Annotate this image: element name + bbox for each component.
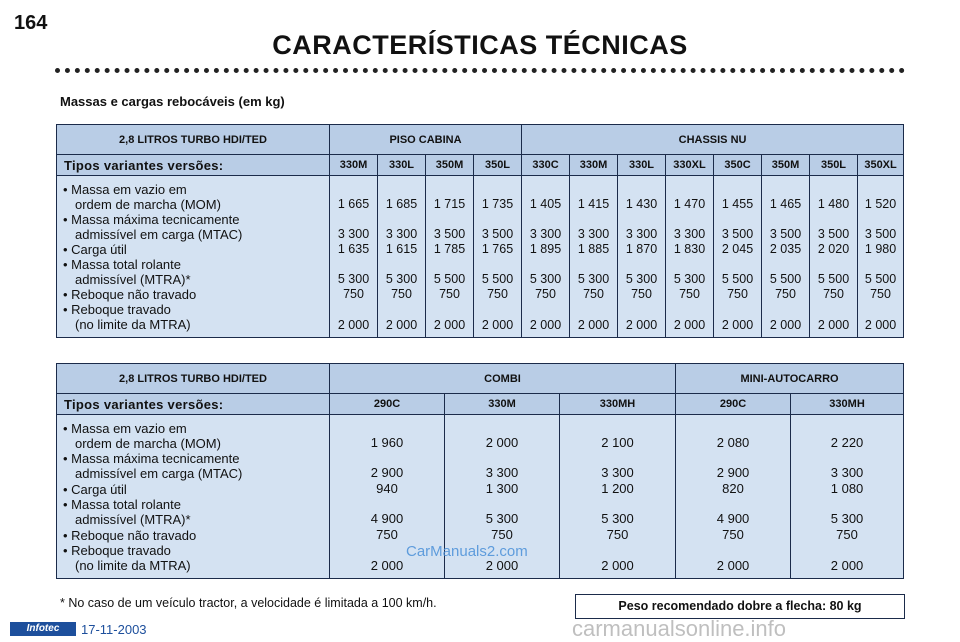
table-row — [57, 415, 904, 452]
variant-header: 330M — [445, 394, 560, 415]
variant-header: 330L — [378, 155, 426, 176]
row-label-line: • Carga útil — [63, 242, 127, 257]
row-label — [57, 497, 330, 527]
value-cell: 820 — [676, 481, 791, 497]
watermark-carmanuals2: CarManuals2.com — [406, 543, 528, 560]
value-cell: 5 300 — [560, 497, 676, 527]
value-cell: 5 300 — [570, 257, 618, 287]
value-cell: 3 300 — [378, 212, 426, 242]
value-cell: 1 685 — [378, 176, 426, 213]
value-cell: 3 300 — [570, 212, 618, 242]
value-cell: 1 735 — [474, 176, 522, 213]
print-date: 17-11-2003 — [81, 622, 147, 637]
row-label — [57, 415, 330, 452]
value-cell: 1 615 — [378, 242, 426, 257]
value-cell: 1 520 — [858, 176, 904, 213]
table-row — [57, 451, 904, 481]
value-cell: 1 870 — [618, 242, 666, 257]
group-header-row — [57, 364, 904, 394]
value-cell: 750 — [474, 287, 522, 302]
value-cell: 750 — [666, 287, 714, 302]
group-header: COMBI — [330, 364, 676, 394]
value-cell: 5 300 — [618, 257, 666, 287]
table-row — [57, 212, 904, 242]
row-label — [57, 257, 330, 287]
value-cell: 3 300 — [560, 451, 676, 481]
value-cell: 5 500 — [858, 257, 904, 287]
value-cell: 3 500 — [474, 212, 522, 242]
model-header: 2,8 LITROS TURBO HDI/TED — [57, 364, 330, 394]
value-cell: 750 — [714, 287, 762, 302]
value-cell: 5 500 — [426, 257, 474, 287]
variant-header: 330MH — [791, 394, 904, 415]
row-label-line: admissível em carga (MTAC) — [75, 466, 243, 481]
section-title: Massas e cargas rebocáveis (em kg) — [60, 94, 285, 109]
row-label-line: • Massa total rolante — [63, 497, 181, 512]
value-cell: 2 080 — [676, 415, 791, 452]
row-label-line: admissível em carga (MTAC) — [75, 227, 243, 242]
value-cell: 750 — [560, 527, 676, 543]
variant-header: 350L — [474, 155, 522, 176]
variant-header: 350XL — [858, 155, 904, 176]
variant-header: 330M — [570, 155, 618, 176]
value-cell: 750 — [330, 287, 378, 302]
row-label — [57, 543, 330, 579]
model-header: 2,8 LITROS TURBO HDI/TED — [57, 125, 330, 155]
row-label-line: ordem de marcha (MOM) — [75, 436, 221, 451]
row-label — [57, 287, 330, 302]
table-row — [57, 242, 904, 257]
value-cell: 750 — [330, 527, 445, 543]
weights-table-chassis — [56, 124, 904, 338]
value-cell: 750 — [570, 287, 618, 302]
variant-header: 330L — [618, 155, 666, 176]
value-cell: 2 000 — [445, 543, 560, 579]
variant-header: 350M — [762, 155, 810, 176]
page-number: 164 — [14, 12, 48, 34]
row-label-line: • Reboque não travado — [63, 528, 197, 543]
value-cell: 3 300 — [666, 212, 714, 242]
value-cell: 3 500 — [714, 212, 762, 242]
row-label-line: • Reboque travado — [63, 302, 171, 317]
value-cell: 5 300 — [666, 257, 714, 287]
value-cell: 2 000 — [522, 302, 570, 338]
variant-header: 350M — [426, 155, 474, 176]
row-label-line: • Massa em vazio em — [63, 421, 187, 436]
value-cell: 3 300 — [445, 451, 560, 481]
value-cell: 2 035 — [762, 242, 810, 257]
value-cell: 2 900 — [676, 451, 791, 481]
value-cell: 1 200 — [560, 481, 676, 497]
row-label — [57, 176, 330, 213]
table-row — [57, 176, 904, 213]
value-cell: 4 900 — [330, 497, 445, 527]
value-cell: 3 300 — [330, 212, 378, 242]
value-cell: 2 000 — [330, 543, 445, 579]
value-cell: 1 765 — [474, 242, 522, 257]
value-cell: 5 300 — [330, 257, 378, 287]
value-cell: 750 — [426, 287, 474, 302]
row-label-line: • Carga útil — [63, 482, 127, 497]
value-cell: 1 080 — [791, 481, 904, 497]
dotted-divider — [55, 68, 905, 73]
row-label-line: (no limite da MTRA) — [75, 317, 191, 332]
row-label-line: admissível (MTRA)* — [75, 512, 191, 527]
value-cell: 2 000 — [474, 302, 522, 338]
value-cell: 2 020 — [810, 242, 858, 257]
value-cell: 5 300 — [522, 257, 570, 287]
table-row — [57, 257, 904, 287]
value-cell: 3 500 — [762, 212, 810, 242]
value-cell: 1 405 — [522, 176, 570, 213]
row-label — [57, 242, 330, 257]
value-cell: 2 000 — [810, 302, 858, 338]
value-cell: 3 300 — [618, 212, 666, 242]
table-row — [57, 287, 904, 302]
value-cell: 1 635 — [330, 242, 378, 257]
row-label-line: • Massa máxima tecnicamente — [63, 212, 240, 227]
value-cell: 1 480 — [810, 176, 858, 213]
row-label-line: • Reboque travado — [63, 543, 171, 558]
value-cell: 1 455 — [714, 176, 762, 213]
value-cell: 1 785 — [426, 242, 474, 257]
value-cell: 750 — [522, 287, 570, 302]
table-row — [57, 497, 904, 527]
group-header: CHASSIS NU — [522, 125, 904, 155]
value-cell: 2 220 — [791, 415, 904, 452]
value-cell: 2 000 — [378, 302, 426, 338]
value-cell: 1 470 — [666, 176, 714, 213]
value-cell: 1 715 — [426, 176, 474, 213]
row-label — [57, 481, 330, 497]
variant-header: 330M — [330, 155, 378, 176]
table-row — [57, 481, 904, 497]
value-cell: 3 300 — [791, 451, 904, 481]
variants-row-header: Tipos variantes versões: — [57, 394, 330, 415]
value-cell: 2 900 — [330, 451, 445, 481]
speed-footnote: * No caso de um veículo tractor, a velocidade é limitada a 100 km/h. — [60, 596, 437, 610]
recommended-weight-box: Peso recomendado dobre a flecha: 80 kg — [575, 594, 905, 619]
value-cell: 5 500 — [474, 257, 522, 287]
value-cell: 1 885 — [570, 242, 618, 257]
table-body — [57, 176, 904, 338]
value-cell: 2 000 — [714, 302, 762, 338]
value-cell: 1 415 — [570, 176, 618, 213]
value-cell: 1 895 — [522, 242, 570, 257]
value-cell: 5 500 — [714, 257, 762, 287]
value-cell: 2 000 — [445, 415, 560, 452]
row-label-line: • Massa total rolante — [63, 257, 181, 272]
value-cell: 5 300 — [445, 497, 560, 527]
value-cell: 750 — [618, 287, 666, 302]
row-label-line: • Reboque não travado — [63, 287, 197, 302]
value-cell: 5 300 — [378, 257, 426, 287]
variants-row-header: Tipos variantes versões: — [57, 155, 330, 176]
row-label — [57, 212, 330, 242]
value-cell: 5 300 — [791, 497, 904, 527]
value-cell: 750 — [676, 527, 791, 543]
value-cell: 3 500 — [858, 212, 904, 242]
value-cell: 2 000 — [560, 543, 676, 579]
value-cell: 750 — [858, 287, 904, 302]
value-cell: 1 830 — [666, 242, 714, 257]
value-cell: 4 900 — [676, 497, 791, 527]
value-cell: 1 430 — [618, 176, 666, 213]
variant-header: 330MH — [560, 394, 676, 415]
value-cell: 2 100 — [560, 415, 676, 452]
value-cell: 750 — [378, 287, 426, 302]
value-cell: 2 000 — [570, 302, 618, 338]
variant-header-row — [57, 155, 904, 176]
value-cell: 1 665 — [330, 176, 378, 213]
value-cell: 2 000 — [762, 302, 810, 338]
value-cell: 2 000 — [858, 302, 904, 338]
value-cell: 2 000 — [426, 302, 474, 338]
variant-header: 350C — [714, 155, 762, 176]
value-cell: 750 — [791, 527, 904, 543]
value-cell: 750 — [445, 527, 560, 543]
page-title: CARACTERÍSTICAS TÉCNICAS — [272, 30, 688, 60]
group-header: MINI-AUTOCARRO — [676, 364, 904, 394]
group-header: PISO CABINA — [330, 125, 522, 155]
row-label-line: (no limite da MTRA) — [75, 558, 191, 573]
value-cell: 3 300 — [522, 212, 570, 242]
value-cell: 2 000 — [618, 302, 666, 338]
variant-header: 290C — [676, 394, 791, 415]
row-label-line: admissível (MTRA)* — [75, 272, 191, 287]
value-cell: 2 000 — [676, 543, 791, 579]
row-label-line: • Massa em vazio em — [63, 182, 187, 197]
value-cell: 5 500 — [810, 257, 858, 287]
row-label-line: ordem de marcha (MOM) — [75, 197, 221, 212]
variant-header: 350L — [810, 155, 858, 176]
watermark-carmanualsonline: carmanualsonline.info — [572, 616, 787, 641]
value-cell: 1 300 — [445, 481, 560, 497]
row-label — [57, 451, 330, 481]
group-header-row — [57, 125, 904, 155]
value-cell: 2 000 — [791, 543, 904, 579]
value-cell: 750 — [762, 287, 810, 302]
value-cell: 2 045 — [714, 242, 762, 257]
value-cell: 1 465 — [762, 176, 810, 213]
value-cell: 3 500 — [426, 212, 474, 242]
variant-header: 330XL — [666, 155, 714, 176]
variant-header-row — [57, 394, 904, 415]
infotec-logo: Infotec — [10, 622, 76, 636]
table-row — [57, 527, 904, 543]
value-cell: 2 000 — [666, 302, 714, 338]
row-label — [57, 527, 330, 543]
value-cell: 5 500 — [762, 257, 810, 287]
value-cell: 3 500 — [810, 212, 858, 242]
value-cell: 1 960 — [330, 415, 445, 452]
variant-header: 290C — [330, 394, 445, 415]
value-cell: 750 — [810, 287, 858, 302]
value-cell: 1 980 — [858, 242, 904, 257]
table-row — [57, 302, 904, 338]
value-cell: 2 000 — [330, 302, 378, 338]
row-label — [57, 302, 330, 338]
variant-header: 330C — [522, 155, 570, 176]
value-cell: 940 — [330, 481, 445, 497]
row-label-line: • Massa máxima tecnicamente — [63, 451, 240, 466]
